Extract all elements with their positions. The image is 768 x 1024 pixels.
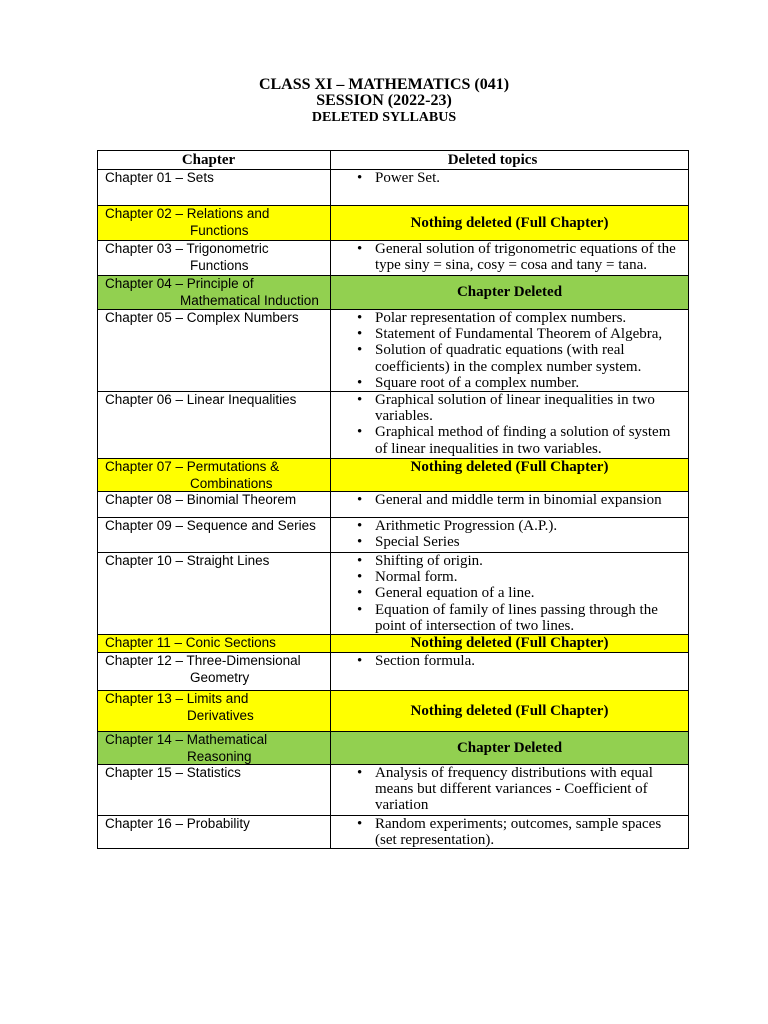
chapter-name: Chapter 04 – Principle of — [105, 276, 254, 291]
table-row — [98, 206, 689, 241]
chapter-name: Chapter 12 – Three-Dimensional — [105, 653, 301, 668]
topic-item — [375, 816, 681, 848]
chapter-name: Chapter 09 – Sequence and Series — [105, 518, 316, 533]
topics-list — [331, 310, 688, 391]
table-row — [98, 276, 689, 310]
chapter-name-continued: Functions — [190, 222, 249, 238]
topics-cell — [331, 816, 689, 849]
chapter-cell — [98, 276, 331, 310]
table-row — [98, 635, 689, 653]
chapter-name: Chapter 11 – Conic Sections — [105, 635, 276, 650]
topic-text: Special Series — [375, 534, 460, 551]
topics-list — [331, 492, 688, 508]
topics-cell — [331, 653, 689, 691]
chapter-cell — [98, 816, 331, 849]
topic-item — [375, 375, 681, 391]
topic-text: General solution of trigonometric equations of the type siny = sina, cosy = cosa and tany = tana. — [375, 241, 676, 274]
status-cell — [331, 206, 689, 241]
chapter-cell — [98, 459, 331, 492]
bullet-icon — [357, 326, 362, 342]
table-row — [98, 691, 689, 732]
table-row — [98, 553, 689, 635]
document-subtitle: DELETED SYLLABUS — [311, 110, 457, 125]
topic-text: Shifting of origin. — [375, 553, 483, 569]
chapter-cell — [98, 635, 331, 653]
topics-list — [331, 653, 688, 669]
chapter-cell — [98, 518, 331, 553]
topic-item — [375, 310, 681, 326]
topic-item — [375, 518, 681, 534]
table-header-row — [98, 151, 689, 170]
topics-cell — [331, 170, 689, 206]
table-row — [98, 518, 689, 553]
table-row — [98, 170, 689, 206]
header-deleted-topics: Deleted topics — [331, 151, 689, 170]
topic-text: Graphical method of finding a solution of system of linear inequalities in two variables. — [375, 424, 671, 457]
bullet-icon — [357, 241, 362, 257]
chapter-name-continued: Reasoning — [187, 748, 252, 764]
topics-cell — [331, 241, 689, 276]
topic-text: General equation of a line. — [375, 585, 535, 602]
table-row — [98, 765, 689, 816]
topics-list — [331, 816, 688, 848]
topics-list — [331, 170, 688, 186]
bullet-icon — [357, 569, 362, 585]
topics-list — [331, 241, 688, 273]
status-note: Chapter Deleted — [456, 739, 563, 756]
topic-item — [375, 534, 681, 550]
chapter-name: Chapter 01 – Sets — [105, 170, 214, 185]
topics-cell — [331, 392, 689, 459]
topic-text: Statement of Fundamental Theorem of Algebra, — [375, 326, 663, 343]
bullet-icon — [357, 816, 362, 832]
topic-item — [375, 342, 681, 374]
chapter-name-continued: Mathematical Induction — [180, 292, 319, 308]
chapter-cell — [98, 691, 331, 732]
bullet-icon — [357, 653, 362, 669]
header-chapter: Chapter — [98, 151, 331, 170]
status-cell — [331, 459, 689, 492]
topics-cell — [331, 765, 689, 816]
topic-item — [375, 326, 681, 342]
topic-item — [375, 492, 681, 508]
status-note: Nothing deleted (Full Chapter) — [410, 214, 609, 231]
topic-text: General and middle term in binomial expansion — [375, 492, 662, 508]
topics-list — [331, 392, 688, 457]
table-row — [98, 492, 689, 518]
table-row — [98, 392, 689, 459]
topic-text: Solution of quadratic equations (with real coefficients) in the complex number system. — [375, 342, 642, 375]
status-note: Chapter Deleted — [456, 284, 563, 301]
bullet-icon — [357, 534, 362, 550]
topic-item — [375, 170, 681, 186]
session-label: SESSION (2022-23) — [316, 92, 452, 109]
topic-item — [375, 424, 681, 456]
chapter-name: Chapter 03 – Trigonometric — [105, 241, 269, 256]
chapter-name: Chapter 08 – Binomial Theorem — [105, 492, 297, 507]
topics-list — [331, 518, 688, 550]
chapter-name: Chapter 16 – Probability — [105, 816, 250, 831]
topic-item — [375, 765, 681, 814]
bullet-icon — [357, 518, 362, 534]
topics-list — [331, 553, 688, 634]
chapter-name: Chapter 14 – Mathematical — [105, 732, 268, 747]
topics-cell — [331, 492, 689, 518]
bullet-icon — [357, 375, 362, 391]
topic-item — [375, 241, 681, 273]
status-note: Nothing deleted (Full Chapter) — [410, 635, 609, 652]
topics-cell — [331, 310, 689, 392]
chapter-cell — [98, 206, 331, 241]
chapter-cell — [98, 765, 331, 816]
table-row — [98, 732, 689, 765]
bullet-icon — [357, 342, 362, 358]
syllabus-table — [97, 150, 689, 849]
status-note: Nothing deleted (Full Chapter) — [410, 702, 609, 719]
bullet-icon — [357, 765, 362, 781]
topic-text: Arithmetic Progression (A.P.). — [375, 518, 558, 534]
chapter-cell — [98, 310, 331, 392]
chapter-cell — [98, 392, 331, 459]
bullet-icon — [357, 170, 362, 186]
topic-text: Polar representation of complex numbers. — [375, 310, 627, 326]
chapter-cell — [98, 241, 331, 276]
topic-item — [375, 585, 681, 601]
chapter-name: Chapter 10 – Straight Lines — [105, 553, 270, 568]
status-cell — [331, 635, 689, 653]
chapter-name: Chapter 07 – Permutations & — [105, 459, 280, 474]
document-title: CLASS XI – MATHEMATICS (041) — [258, 76, 510, 93]
topics-list — [331, 765, 688, 814]
topic-text: Section formula. — [375, 653, 475, 669]
status-note: Nothing deleted (Full Chapter) — [410, 459, 609, 475]
topic-text: Equation of family of lines passing through the point of intersection of two lines. — [375, 601, 658, 634]
topic-text: Graphical solution of linear inequalities in two variables. — [375, 392, 655, 425]
bullet-icon — [357, 553, 362, 569]
chapter-cell — [98, 170, 331, 206]
topic-text: Analysis of frequency distributions with equal means but different variances - Coefficient of variation — [375, 765, 653, 814]
chapter-cell — [98, 732, 331, 765]
chapter-cell — [98, 653, 331, 691]
chapter-name: Chapter 06 – Linear Inequalities — [105, 392, 297, 407]
table-row — [98, 241, 689, 276]
topic-item — [375, 392, 681, 424]
topics-cell — [331, 553, 689, 635]
bullet-icon — [357, 492, 362, 508]
status-cell — [331, 732, 689, 765]
topic-text: Random experiments; outcomes, sample spaces (set representation). — [375, 816, 662, 849]
topic-text: Normal form. — [375, 569, 458, 586]
topic-item — [375, 653, 681, 669]
chapter-name-continued: Functions — [190, 257, 249, 273]
status-cell — [331, 276, 689, 310]
topics-cell — [331, 518, 689, 553]
table-row — [98, 816, 689, 849]
chapter-name: Chapter 02 – Relations and — [105, 206, 270, 221]
bullet-icon — [357, 585, 362, 601]
status-cell — [331, 691, 689, 732]
bullet-icon — [357, 424, 362, 440]
chapter-name-continued: Geometry — [190, 669, 250, 685]
chapter-name: Chapter 15 – Statistics — [105, 765, 241, 780]
table-row — [98, 310, 689, 392]
bullet-icon — [357, 392, 362, 408]
topic-text: Square root of a complex number. — [375, 374, 580, 391]
chapter-name-continued: Combinations — [190, 475, 273, 491]
bullet-icon — [357, 310, 362, 326]
topic-item — [375, 569, 681, 585]
table-row — [98, 459, 689, 492]
chapter-name-continued: Derivatives — [187, 707, 254, 723]
chapter-name: Chapter 13 – Limits and — [105, 691, 249, 706]
chapter-cell — [98, 492, 331, 518]
chapter-name: Chapter 05 – Complex Numbers — [105, 310, 299, 325]
topic-text: Power Set. — [375, 170, 440, 186]
chapter-cell — [98, 553, 331, 635]
topic-item — [375, 602, 681, 634]
table-row — [98, 653, 689, 691]
bullet-icon — [357, 602, 362, 618]
topic-item — [375, 553, 681, 569]
